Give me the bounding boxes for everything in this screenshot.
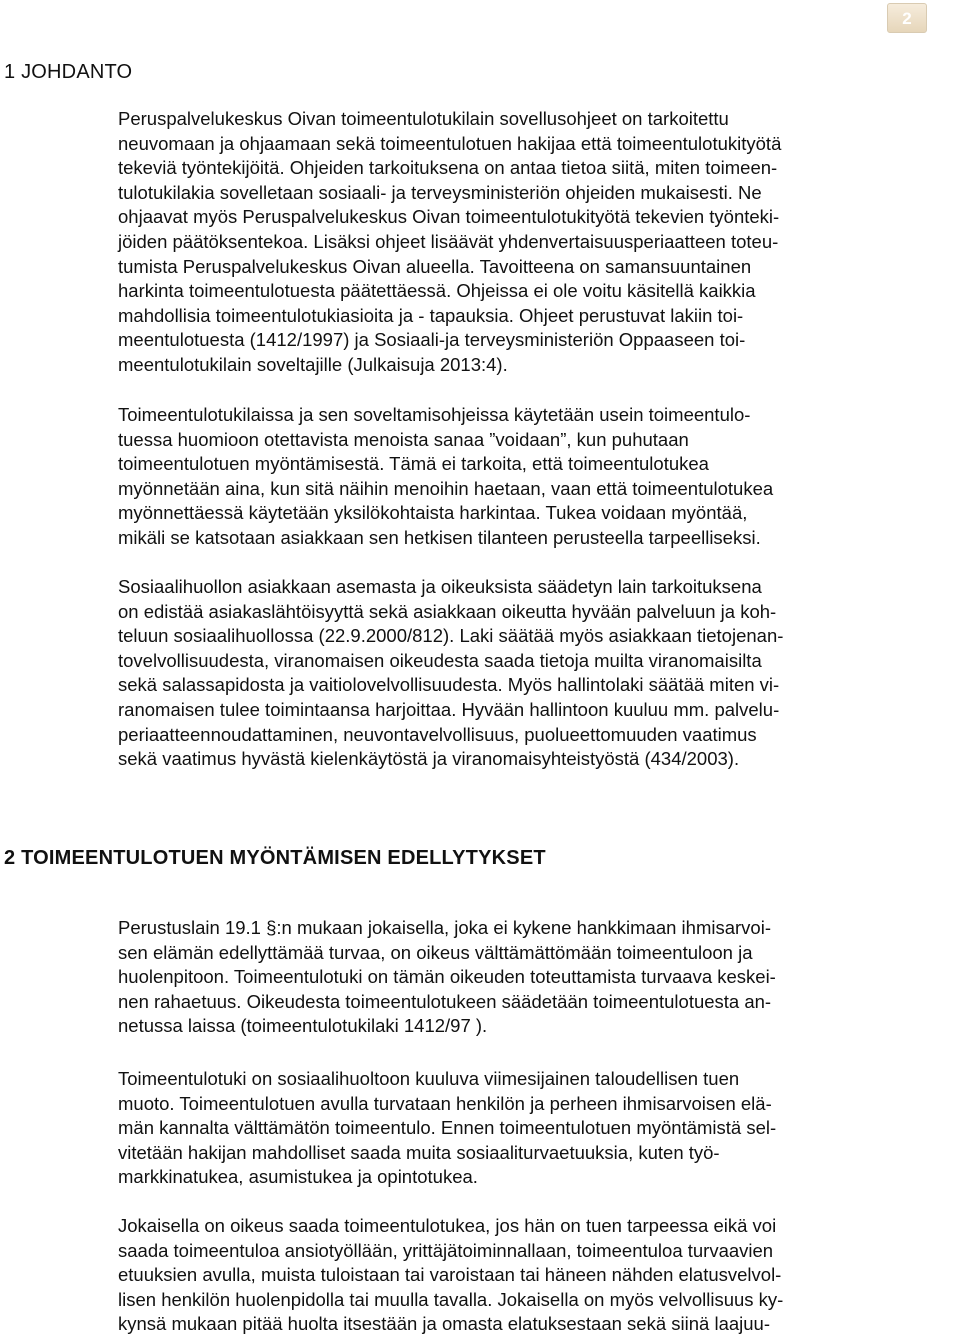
section-2-paragraph-2: Toimeentulotuki on sosiaalihuoltoon kuuluva viimesijainen taloudellisen tuen muoto. Toimeentulotuen avulla turvataan henkilön ja perheen ihmisarvoisen elä- män kannalta välttämätön toimeentulo. Ennen toimeentulotuen myöntämistä sel- vitetään hakijan mahdolliset saada muita sosiaaliturvaetuuksia, kuten työ- markkinatukea, asumistukea ja opintotukea. xyxy=(118,1068,777,1188)
section-2-paragraph-3: Jokaisella on oikeus saada toimeentulotukea, jos hän on tuen tarpeessa eikä voi saada toimeentuloa ansiotyöllään, yrittäjätoiminnallaan, toimeentuloa turvaavien etuuksien avulla, muista tuloistaan tai varoistaan tai häneen nähden elatusvelvol- lisen henkilön huolenpidolla tai muulla tavalla. Jokaisella on myös velvollisuus ky- kynsä mukaan pitää huolta itsestään ja omasta elatuksestaan sekä siinä laajuu- xyxy=(118,1215,784,1335)
section-1-heading: 1 JOHDANTO xyxy=(4,61,133,83)
section-2-heading: 2 TOIMEENTULOTUEN MYÖNTÄMISEN EDELLYTYKSET xyxy=(4,847,546,869)
section-1-paragraph-3: Sosiaalihuollon asiakkaan asemasta ja oikeuksista säädetyn lain tarkoituksena on edistää asiakaslähtöisyyttä sekä asiakkaan oikeutta hyvään palveluun ja koh- teluun sosiaalihuollossa (22.9.2000/812). Laki säätää myös asiakkaan tietojenan- tovelvollisuudesta, viranomaisen oikeudesta saada tietoja muilta viranomaisilta sekä salassapidosta ja vaitiolovelvollisuudesta. Myös hallintolaki säätää miten vi- ranomaisen tulee toimintaansa harjoittaa. Hyvään hallintoon kuuluu mm. palvelu- periaatteennoudattaminen, neuvontavelvollisuus, puolueettomuuden vaatimus sekä vaatimus hyvästä kielenkäytöstä ja viranomaisyhteistyöstä (434/2003). xyxy=(118,576,784,770)
section-1-paragraph-1: Peruspalvelukeskus Oivan toimeentulotukilain sovellusohjeet on tarkoitettu neuvomaan ja ohjaamaan sekä toimeentulotuen hakijaa että toimeentulotukityötä tekeviä työntekijöitä. Ohjeiden tarkoituksena on antaa tietoa siitä, miten toimeen- tulotukilakia sovelletaan sosiaali- ja terveysministeriön ohjeiden mukaisesti. Ne ohjaavat myös Peruspalvelukeskus Oivan toimeentulotukityötä tekevien työnteki- jöiden päätöksentekoa. Lisäksi ohjeet lisäävät yhdenvertaisuusperiaatteen toteu- tumista Peruspalvelukeskus Oivan alueella. Tavoitteena on samansuuntainen harkinta toimeentulotuesta päätettäessä. Ohjeissa ei ole voitu käsitellä kaikkia mahdollisia toimeentulotukiasioita ja - tapauksia. Ohjeet perustuvat lakiin toi- meentulotuesta (1412/1997) ja Sosiaali-ja terveysministeriön Oppaaseen toi- meentulotukilain soveltajille (Julkaisuja 2013:4). xyxy=(118,108,782,375)
section-1-paragraph-2: Toimeentulotukilaissa ja sen soveltamisohjeissa käytetään usein toimeentulo- tuessa huomioon otettavista menoista sanaa ”voidaan”, kun puhutaan toimeentulotuen myöntämisestä. Tämä ei tarkoita, että toimeentulotukea myönnetään aina, kun sitä näihin menoihin haetaan, vaan että toimeentulotukea myönnettäessä käytetään yksilökohtaista harkintaa. Tukea voidaan myöntää, mikäli se katsotaan asiakkaan sen hetkisen tilanteen perusteella tarpeelliseksi. xyxy=(118,404,774,548)
page-number-badge: 2 xyxy=(887,3,927,33)
section-2-paragraph-1: Perustuslain 19.1 §:n mukaan jokaisella, joka ei kykene hankkimaan ihmisarvoi- sen elämän edellyttämää turvaa, on oikeus välttämättömään toimeentuloon ja huolenpitoon. Toimeentulotuki on tämän oikeuden toteuttamista turvaava keskei- nen rahaetuus. Oikeudesta toimeentulotukeen säädetään toimeentulotuesta an- netussa laissa (toimeentulotukilaki 1412/97 ). xyxy=(118,917,776,1037)
